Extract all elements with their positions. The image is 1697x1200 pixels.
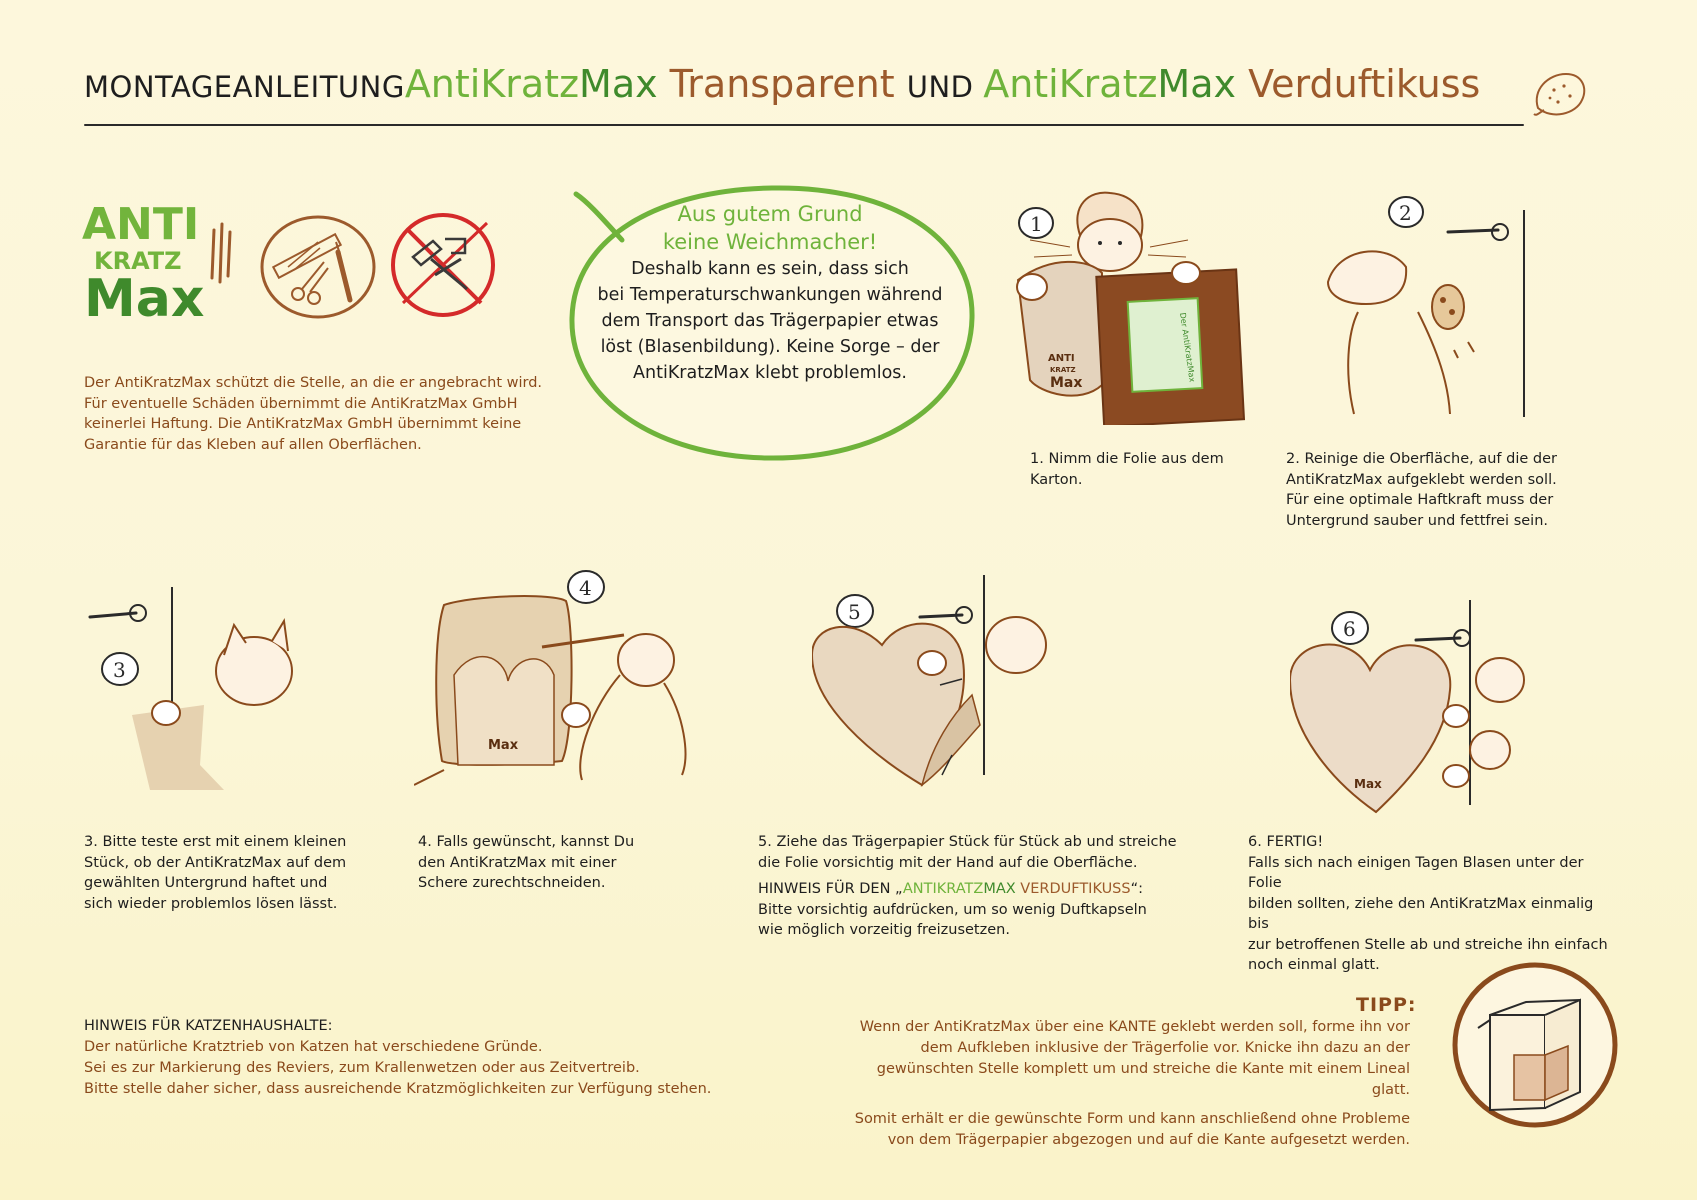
title-brand2-b: Max <box>1157 62 1236 106</box>
step6-sheet-logo: Max <box>1354 777 1382 791</box>
bubble-heading-1: Aus gutem Grund <box>677 202 863 226</box>
step4-text: 4. Falls gewünscht, kannst Du den AntiKratzMax mit einer Schere zurechtschneiden. <box>418 834 635 891</box>
edge-tip-illustration <box>1450 960 1620 1130</box>
step4-number: 4 <box>579 576 592 600</box>
no-hard-tools-icon <box>385 205 503 323</box>
step5-illustration <box>812 575 1074 800</box>
step2-text: 2. Reinige die Oberfläche, auf die der AntiKratzMax aufgeklebt werden soll. Für eine optimale Haftkraft muss der Untergrund sauber und fettfrei sein. <box>1286 451 1557 529</box>
step5-text: 5. Ziehe das Trägerpapier Stück für Stück ab und streiche die Folie vorsichtig mit der Hand auf die Oberfläche. HINWEIS FÜR DEN „ANTIKRATZMAX VERDUFTIKUSS“: Bitte vorsichtig aufdrücken, um so wenig Duftkapseln wie möglich vorzeitig freizusetzen. <box>758 832 1228 941</box>
logo-kratz: KRATZ <box>94 247 182 275</box>
step3-illustration <box>84 585 324 805</box>
antikratzmax-logo <box>82 199 222 329</box>
title-part1: MONTAGEANLEITUNG <box>84 70 405 104</box>
page-title <box>84 62 1544 106</box>
title-divider <box>84 124 1524 126</box>
step1-illustration <box>1010 185 1260 425</box>
hint-heading: HINWEIS FÜR KATZENHAUSHALTE: <box>84 1018 333 1034</box>
disclaimer-text: Der AntiKratzMax schützt die Stelle, an die er angebracht wird. Für eventuelle Schäden übernimmt die AntiKratzMax GmbH keinerlei Haftung. Die AntiKratzMax GmbH übernimmt keine Garantie für das Kleben auf allen Oberflächen. <box>84 375 543 453</box>
logo-max: Max <box>84 269 205 329</box>
tools-icon <box>258 212 378 322</box>
step6-text: 6. FERTIG! Falls sich nach einigen Tagen Blasen unter der Folie bilden sollten, ziehe den AntiKratzMax einmalig bis zur betroffenen Stelle ab und streiche ihn einfach noch einmal glatt. <box>1248 834 1608 973</box>
sheet-logo-1: ANTI <box>1048 353 1075 364</box>
title-variant1: Transparent <box>657 62 907 106</box>
step6-illustration <box>1290 600 1580 815</box>
title-variant2: Verduftikuss <box>1235 62 1481 106</box>
step5-note-heading: HINWEIS FÜR DEN „ANTIKRATZMAX VERDUFTIKUSS“: <box>758 881 1143 897</box>
title-brand1-a: AntiKratz <box>404 62 580 106</box>
step2-number: 2 <box>1399 201 1412 225</box>
step5-number: 5 <box>848 600 861 624</box>
lemon-icon <box>1530 68 1590 120</box>
title-und: UND <box>906 70 984 104</box>
scratch-marks-icon <box>208 220 238 290</box>
bubble-heading-2: keine Weichmacher! <box>662 230 878 254</box>
package-label: Der AntiKratzMax <box>1178 312 1197 383</box>
step1-number: 1 <box>1030 212 1043 236</box>
step4-illustration <box>414 565 714 795</box>
sheet-logo-2: KRATZ <box>1050 366 1076 374</box>
step3-number: 3 <box>113 658 126 682</box>
step4-sheet-logo: Max <box>488 738 519 753</box>
step1-text: 1. Nimm die Folie aus dem Karton. <box>1030 451 1224 488</box>
step3-text: 3. Bitte teste erst mit einem kleinen Stück, ob der AntiKratzMax auf dem gewählten Untergrund haftet und sich wieder problemlos lösen lässt. <box>84 834 347 912</box>
cat-household-hint: HINWEIS FÜR KATZENHAUSHALTE: Der natürliche Kratztrieb von Katzen hat verschiedene Gründe. Sei es zur Markierung des Reviers, zum Krallenwetzen oder aus Zeitvertreib. Bitte stelle daher sicher, dass ausreichende Kratzmöglichkeiten zur Verfügung stehen. <box>84 1016 724 1100</box>
sheet-logo-3: Max <box>1050 375 1083 391</box>
tip-text: Wenn der AntiKratzMax über eine KANTE geklebt werden soll, forme ihn vor dem Aufkleben inklusive der Trägerfolie vor. Knicke ihn dazu an der gewünschten Stelle komplett um und streiche die Kante mit einem Lineal glatt. Somit erhält er die gewünschte Form und kann anschließend ohne Probleme von dem Trägerpapier abgezogen und auf die Kante aufgesetzt werden. <box>854 1019 1410 1148</box>
title-brand2-a: AntiKratz <box>983 62 1158 106</box>
tip-heading: TIPP: <box>1356 994 1417 1016</box>
step6-number: 6 <box>1343 617 1356 641</box>
no-plasticizer-notice: Aus gutem Grund keine Weichmacher! Deshalb kann es sein, dass sich bei Temperaturschwankungen während dem Transport das Trägerpapier etwas löst (Blasenbildung). Keine Sorge – der AntiKratzMax klebt problemlos. <box>570 200 970 386</box>
title-brand1-b: Max <box>579 62 658 106</box>
logo-anti: ANTI <box>82 199 200 250</box>
step2-illustration <box>1318 192 1548 422</box>
